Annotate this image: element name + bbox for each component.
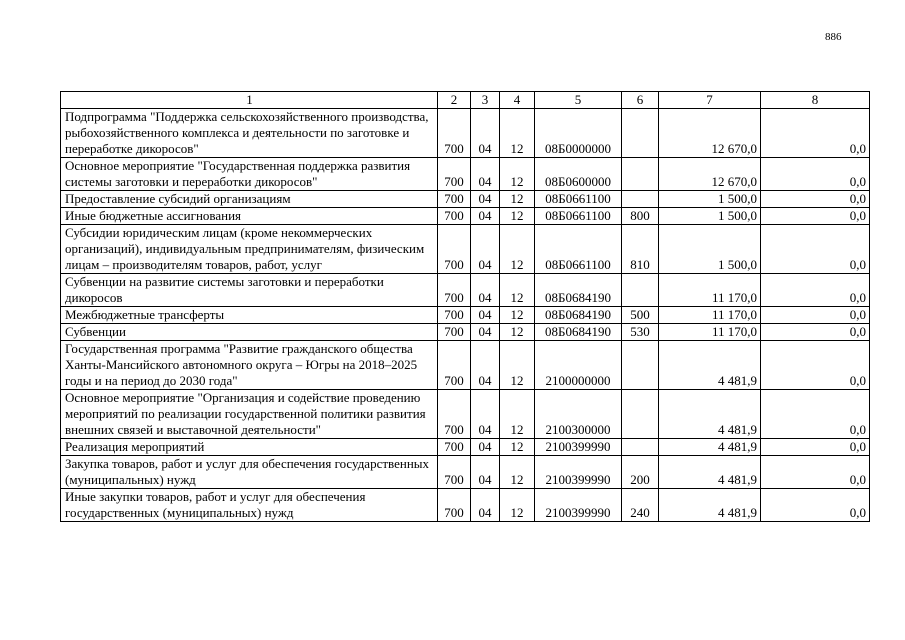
ministry-code-cell: 700	[438, 390, 471, 439]
subsection-code-cell: 12	[500, 439, 535, 456]
amount-cell: 12 670,0	[659, 158, 761, 191]
amount-cell: 1 500,0	[659, 191, 761, 208]
ministry-code-cell: 700	[438, 274, 471, 307]
ministry-code-cell: 700	[438, 307, 471, 324]
section-code-cell: 04	[471, 341, 500, 390]
expense-type-cell	[622, 439, 659, 456]
expense-type-cell: 200	[622, 456, 659, 489]
amount-cell-2: 0,0	[761, 390, 870, 439]
expense-type-cell	[622, 109, 659, 158]
table-row	[61, 390, 870, 439]
amount-cell: 4 481,9	[659, 456, 761, 489]
section-code-cell: 04	[471, 390, 500, 439]
amount-cell: 11 170,0	[659, 324, 761, 341]
amount-cell-2: 0,0	[761, 307, 870, 324]
section-code-cell: 04	[471, 324, 500, 341]
amount-cell-2: 0,0	[761, 225, 870, 274]
expense-type-cell	[622, 191, 659, 208]
table-row	[61, 109, 870, 158]
subsection-code-cell: 12	[500, 307, 535, 324]
target-article-cell: 2100300000	[535, 390, 622, 439]
header-cell: 2	[438, 92, 471, 109]
section-code-cell: 04	[471, 191, 500, 208]
expense-type-cell: 810	[622, 225, 659, 274]
amount-cell: 4 481,9	[659, 390, 761, 439]
target-article-cell: 08Б0661100	[535, 225, 622, 274]
header-cell: 3	[471, 92, 500, 109]
name-cell: Подпрограмма "Поддержка сельскохозяйственного производства, рыбохозяйственного комплекса и деятельности по заготовке и переработке дикоросов"	[61, 109, 438, 158]
section-code-cell: 04	[471, 307, 500, 324]
target-article-cell: 08Б0684190	[535, 274, 622, 307]
header-cell: 8	[761, 92, 870, 109]
header-cell: 7	[659, 92, 761, 109]
name-cell: Иные закупки товаров, работ и услуг для обеспечения государственных (муниципальных) нужд	[61, 489, 438, 522]
ministry-code-cell: 700	[438, 324, 471, 341]
subsection-code-cell: 12	[500, 489, 535, 522]
name-cell: Иные бюджетные ассигнования	[61, 208, 438, 225]
budget-table	[60, 91, 870, 522]
target-article-cell: 08Б0600000	[535, 158, 622, 191]
table-row	[61, 456, 870, 489]
expense-type-cell: 800	[622, 208, 659, 225]
subsection-code-cell: 12	[500, 109, 535, 158]
section-code-cell: 04	[471, 225, 500, 274]
name-cell: Основное мероприятие "Организация и содействие проведению мероприятий по реализации государственной политики развития внешних связей и выставочной деятельности"	[61, 390, 438, 439]
name-cell: Субвенции	[61, 324, 438, 341]
amount-cell-2: 0,0	[761, 191, 870, 208]
subsection-code-cell: 12	[500, 158, 535, 191]
section-code-cell: 04	[471, 109, 500, 158]
name-cell: Субсидии юридическим лицам (кроме некоммерческих организаций), индивидуальным предпринимателям, физическим лицам – производителям товаров, работ, услуг	[61, 225, 438, 274]
table-row	[61, 341, 870, 390]
table-row	[61, 489, 870, 522]
table-row	[61, 324, 870, 341]
amount-cell-2: 0,0	[761, 274, 870, 307]
subsection-code-cell: 12	[500, 208, 535, 225]
target-article-cell: 08Б0684190	[535, 307, 622, 324]
subsection-code-cell: 12	[500, 324, 535, 341]
name-cell: Субвенции на развитие системы заготовки и переработки дикоросов	[61, 274, 438, 307]
section-code-cell: 04	[471, 489, 500, 522]
ministry-code-cell: 700	[438, 456, 471, 489]
header-cell: 5	[535, 92, 622, 109]
section-code-cell: 04	[471, 208, 500, 225]
name-cell: Межбюджетные трансферты	[61, 307, 438, 324]
target-article-cell: 2100399990	[535, 489, 622, 522]
name-cell: Реализация мероприятий	[61, 439, 438, 456]
amount-cell: 11 170,0	[659, 307, 761, 324]
target-article-cell: 08Б0000000	[535, 109, 622, 158]
amount-cell-2: 0,0	[761, 109, 870, 158]
ministry-code-cell: 700	[438, 191, 471, 208]
expense-type-cell: 240	[622, 489, 659, 522]
header-cell: 6	[622, 92, 659, 109]
target-article-cell: 2100399990	[535, 456, 622, 489]
expense-type-cell	[622, 158, 659, 191]
name-cell: Государственная программа "Развитие гражданского общества Ханты-Мансийского автономного округа – Югры на 2018–2025 годы и на период до 2030 года"	[61, 341, 438, 390]
ministry-code-cell: 700	[438, 109, 471, 158]
ministry-code-cell: 700	[438, 341, 471, 390]
name-cell: Предоставление субсидий организациям	[61, 191, 438, 208]
amount-cell: 1 500,0	[659, 225, 761, 274]
table-row	[61, 225, 870, 274]
expense-type-cell	[622, 390, 659, 439]
amount-cell: 4 481,9	[659, 439, 761, 456]
subsection-code-cell: 12	[500, 225, 535, 274]
table-row	[61, 307, 870, 324]
amount-cell: 11 170,0	[659, 274, 761, 307]
amount-cell-2: 0,0	[761, 456, 870, 489]
subsection-code-cell: 12	[500, 390, 535, 439]
subsection-code-cell: 12	[500, 274, 535, 307]
amount-cell-2: 0,0	[761, 439, 870, 456]
section-code-cell: 04	[471, 439, 500, 456]
table-row	[61, 158, 870, 191]
target-article-cell: 08Б0684190	[535, 324, 622, 341]
subsection-code-cell: 12	[500, 191, 535, 208]
ministry-code-cell: 700	[438, 439, 471, 456]
expense-type-cell: 530	[622, 324, 659, 341]
section-code-cell: 04	[471, 158, 500, 191]
section-code-cell: 04	[471, 274, 500, 307]
name-cell: Основное мероприятие "Государственная поддержка развития системы заготовки и переработки дикоросов"	[61, 158, 438, 191]
subsection-code-cell: 12	[500, 341, 535, 390]
amount-cell: 4 481,9	[659, 341, 761, 390]
header-cell: 1	[61, 92, 438, 109]
name-cell: Закупка товаров, работ и услуг для обеспечения государственных (муниципальных) нужд	[61, 456, 438, 489]
target-article-cell: 2100000000	[535, 341, 622, 390]
table-row	[61, 274, 870, 307]
target-article-cell: 08Б0661100	[535, 208, 622, 225]
target-article-cell: 2100399990	[535, 439, 622, 456]
expense-type-cell	[622, 274, 659, 307]
amount-cell: 12 670,0	[659, 109, 761, 158]
table-row	[61, 191, 870, 208]
amount-cell-2: 0,0	[761, 341, 870, 390]
target-article-cell: 08Б0661100	[535, 191, 622, 208]
page-number: 886	[825, 31, 842, 43]
header-row	[61, 92, 870, 109]
table-row	[61, 208, 870, 225]
ministry-code-cell: 700	[438, 225, 471, 274]
amount-cell-2: 0,0	[761, 489, 870, 522]
table-body	[61, 92, 870, 522]
ministry-code-cell: 700	[438, 489, 471, 522]
section-code-cell: 04	[471, 456, 500, 489]
table-row	[61, 439, 870, 456]
expense-type-cell: 500	[622, 307, 659, 324]
subsection-code-cell: 12	[500, 456, 535, 489]
ministry-code-cell: 700	[438, 158, 471, 191]
amount-cell-2: 0,0	[761, 158, 870, 191]
amount-cell-2: 0,0	[761, 208, 870, 225]
header-cell: 4	[500, 92, 535, 109]
amount-cell: 4 481,9	[659, 489, 761, 522]
ministry-code-cell: 700	[438, 208, 471, 225]
expense-type-cell	[622, 341, 659, 390]
amount-cell-2: 0,0	[761, 324, 870, 341]
amount-cell: 1 500,0	[659, 208, 761, 225]
